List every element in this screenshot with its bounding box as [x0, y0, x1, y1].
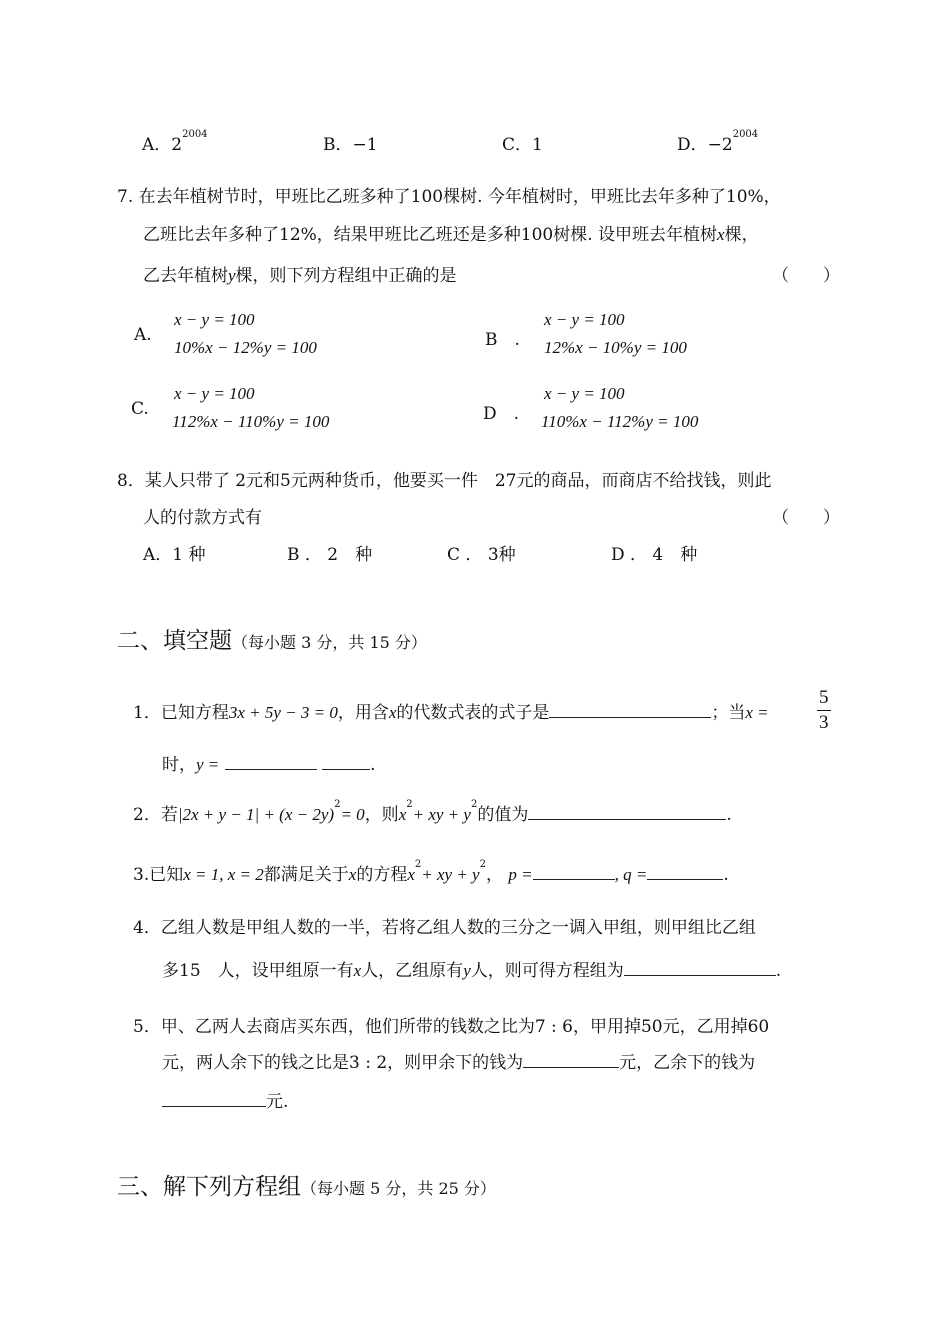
- q7-line3: 乙去年植树y棵，则下列方程组中正确的是: [143, 266, 457, 286]
- fill5-line2: 元，两人余下的钱之比是3 : 2，则甲余下的钱为 元，乙余下的钱为: [162, 1053, 756, 1073]
- q7-option-a-eq1: x − y = 100: [174, 310, 255, 329]
- section2-heading: 二、填空题（每小题 3 分，共 15 分）: [117, 628, 427, 654]
- q8-option-b: B ． 2 种: [287, 545, 373, 565]
- q8-option-a: A．1 种: [143, 545, 206, 565]
- q8-answer-paren: （ ）: [772, 508, 840, 528]
- fill1-fraction: $\frac{5}{3}$: [819, 687, 829, 733]
- fill5-blank-jia[interactable]: [523, 1052, 619, 1068]
- fill1-blank-y-extension: [322, 754, 370, 770]
- q7-option-b-eq2: 12%x − 10%y = 100: [544, 338, 687, 357]
- q7-line2: 乙班比去年多种了12%，结果甲班比乙班还是多种100树棵. 设甲班去年植树x棵，: [143, 225, 759, 245]
- fill4-line2: 多15 人，设甲组原一有x人，乙组原有y人，则可得方程组为 .: [162, 961, 782, 981]
- fill1-line2: 时，y = .: [162, 755, 376, 775]
- q7-option-c-eq1: x − y = 100: [174, 384, 255, 403]
- q8-line2: 人的付款方式有: [143, 508, 262, 528]
- q7-option-a-label: A.: [134, 325, 152, 345]
- q8-option-d: D ． 4 种: [611, 545, 698, 565]
- fill2-line: 2．若$|2x + y - 1| + (x - 2y)^2= 0$，则$x^2+$ xy + $y^2$的值为 .: [133, 799, 732, 825]
- fill3-blank-p[interactable]: [533, 864, 615, 880]
- q8-line1: 8．某人只带了 2元和5元两种货币，他要买一件 27元的商品，而商店不给找钱，则此: [117, 471, 772, 491]
- section3-heading: 三、解下列方程组（每小题 5 分，共 25 分）: [117, 1174, 496, 1200]
- q7-option-d-eq1: x − y = 100: [544, 384, 625, 403]
- q7-option-d-eq2: 110%x − 112%y = 100: [541, 412, 699, 431]
- q6-option-d: D．$-2^{2004}$: [677, 129, 759, 155]
- fill5-line1: 5．甲、乙两人去商店买东西，他们所带的钱数之比为7 : 6，甲用掉50元，乙用掉60: [133, 1017, 770, 1037]
- q8-option-c: C ． 3种: [447, 545, 516, 565]
- fill5-line3: 元.: [162, 1087, 288, 1112]
- fill1-blank-expression[interactable]: [549, 702, 711, 718]
- fill4-blank[interactable]: [624, 960, 776, 976]
- q7-option-c-label: C.: [131, 399, 149, 419]
- fill1-blank-y[interactable]: [225, 754, 317, 770]
- q7-option-a-eq2: 10%x − 12%y = 100: [174, 338, 317, 357]
- fill3-line: 3.已知x = 1, x = 2都满足关于x的方程$x^2+$ xy + $y^2$， p = , q = .: [133, 859, 729, 885]
- q6-option-b: B．−1: [323, 135, 378, 155]
- q7-option-b-eq1: x − y = 100: [544, 310, 625, 329]
- fill1-line1: 1．已知方程3x + 5y − 3 = 0，用含x的代数式表的式子是 ；当x =: [133, 703, 769, 723]
- q7-option-b-label: B .: [485, 330, 520, 350]
- q7-option-d-label: D .: [483, 404, 520, 424]
- fill2-blank[interactable]: [528, 804, 726, 820]
- fill3-blank-q[interactable]: [647, 864, 723, 880]
- fill4-line1: 4．乙组人数是甲组人数的一半，若将乙组人数的三分之一调入甲组，则甲组比乙组: [133, 918, 756, 938]
- q6-option-c: C．1: [502, 135, 543, 155]
- q7-line1: 7. 在去年植树节时，甲班比乙班多种了100棵树. 今年植树时，甲班比去年多种了10%，: [117, 187, 781, 207]
- q6-option-a: A．$2^{2004}$: [142, 129, 208, 155]
- q7-answer-paren: （ ）: [772, 266, 840, 286]
- fill5-blank-yi[interactable]: [162, 1091, 266, 1107]
- q7-option-c-eq2: 112%x − 110%y = 100: [172, 412, 330, 431]
